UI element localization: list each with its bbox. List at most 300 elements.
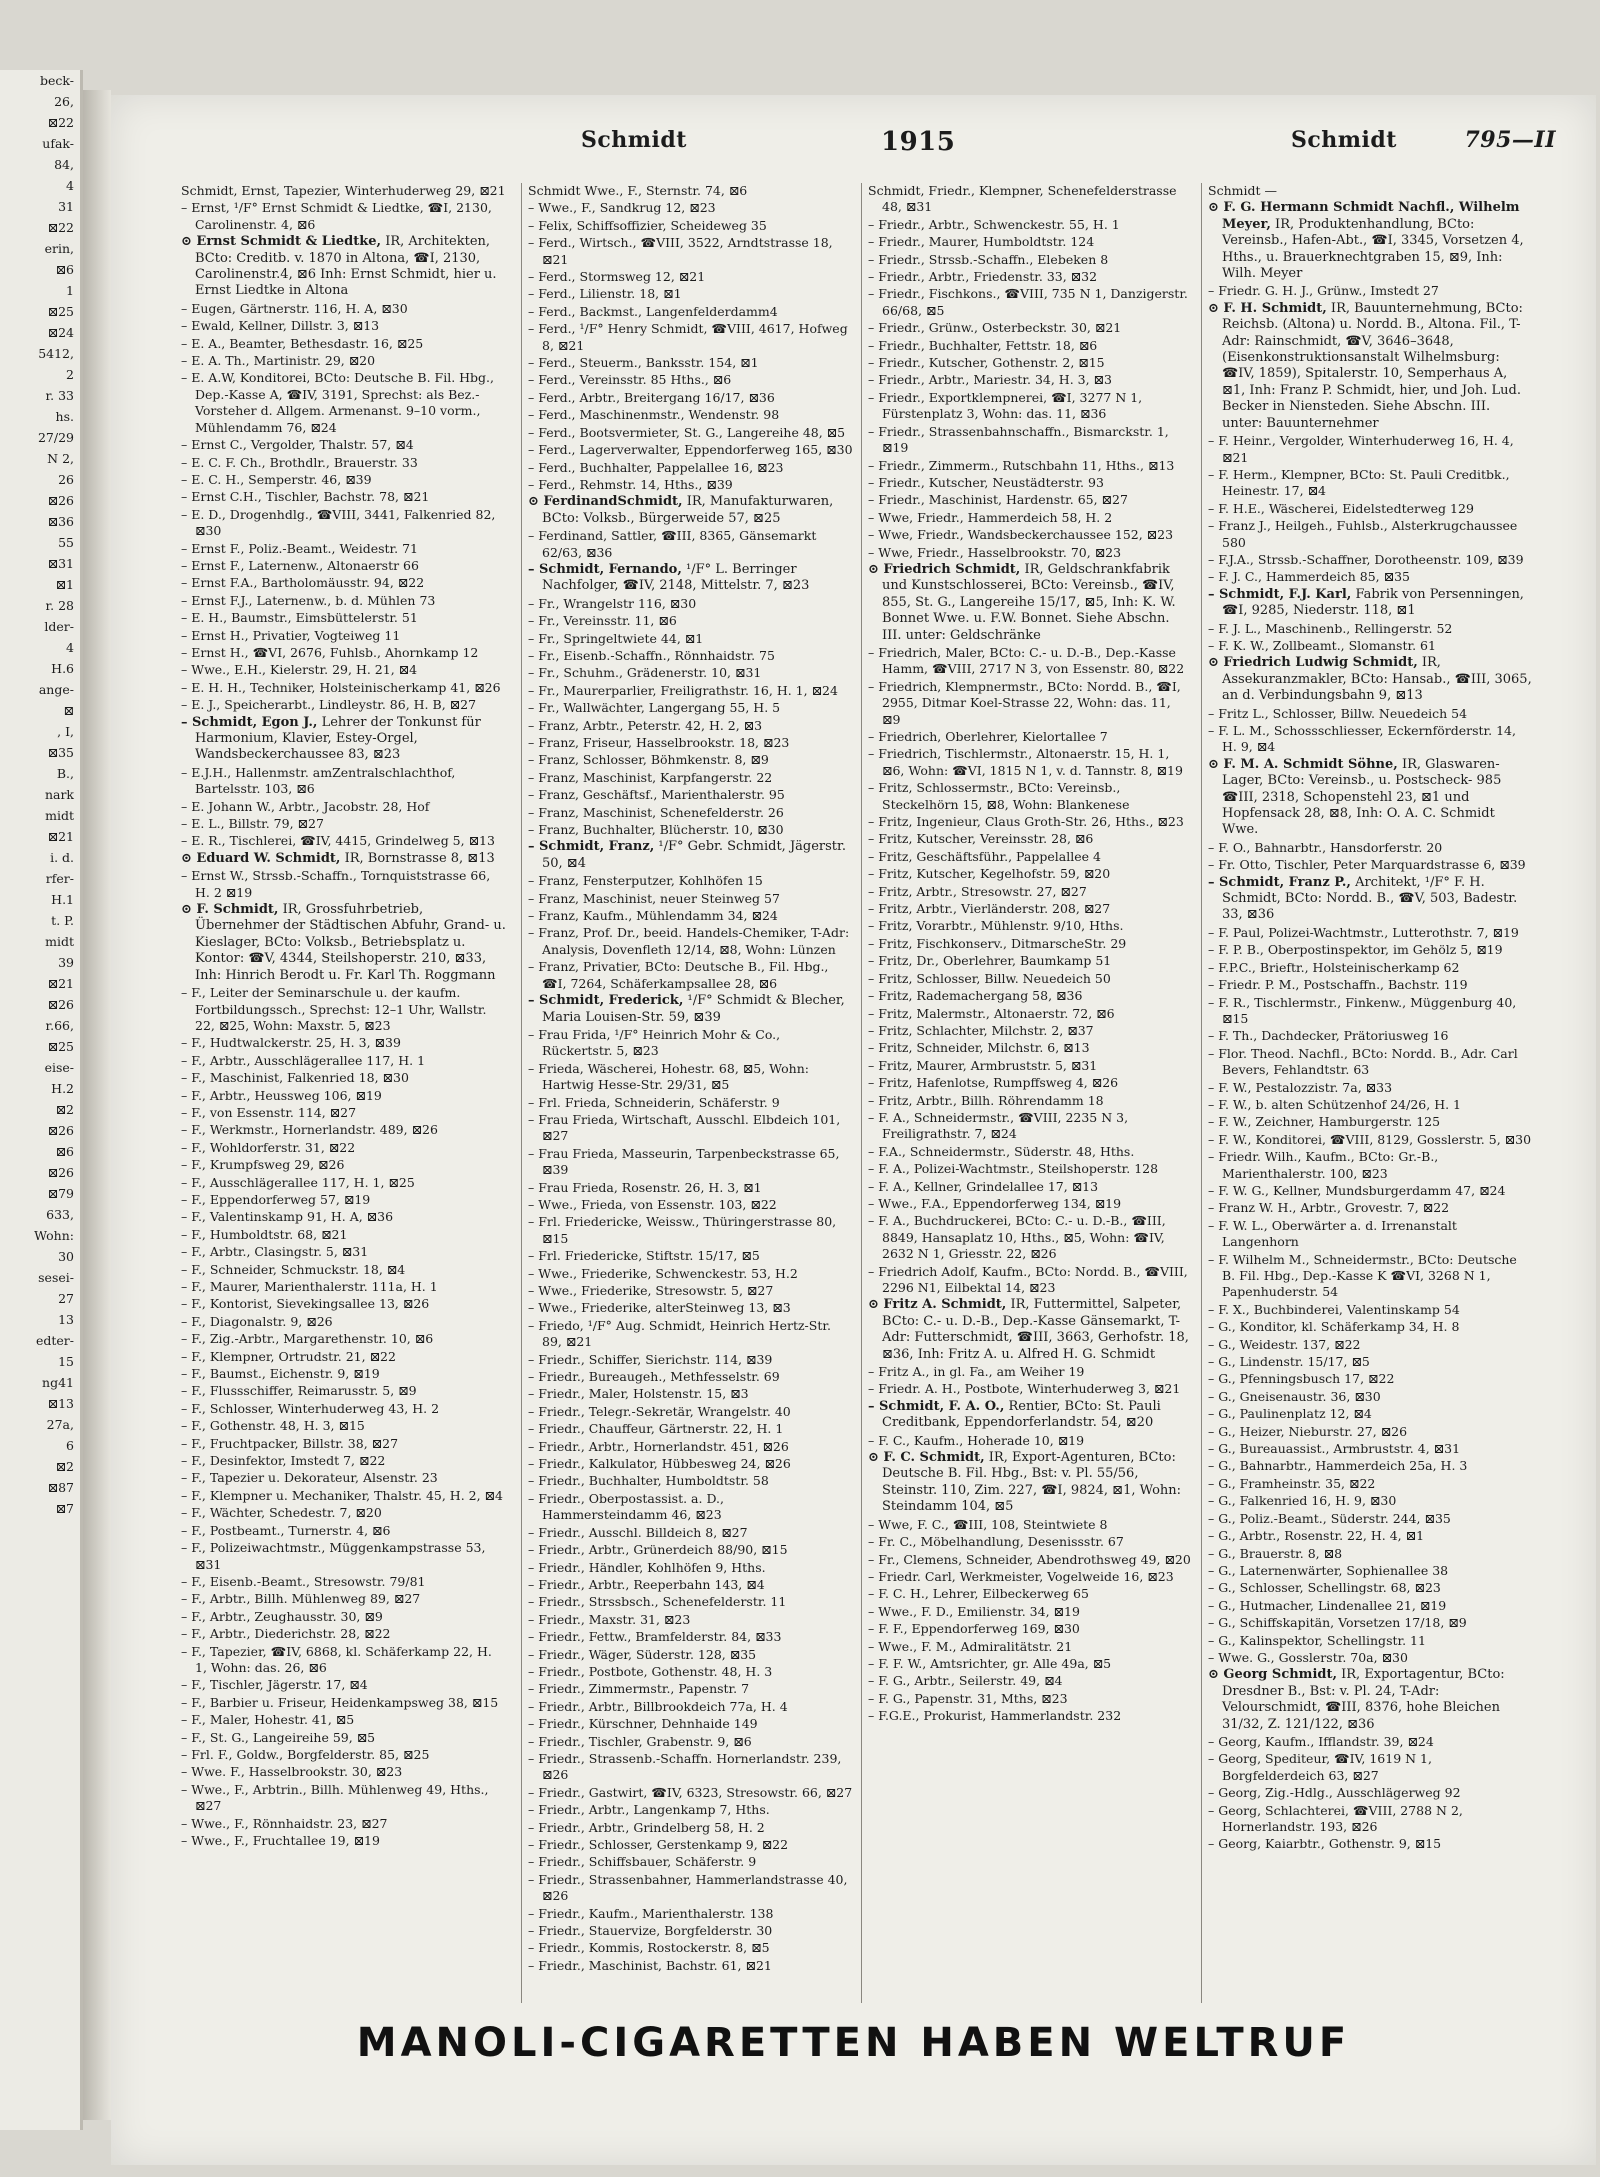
directory-entry bbox=[1208, 1097, 1533, 1113]
directory-entry bbox=[1208, 1528, 1533, 1544]
directory-entry bbox=[528, 1525, 853, 1541]
directory-entry bbox=[528, 908, 853, 924]
directory-entry bbox=[528, 805, 853, 821]
directory-entry bbox=[181, 1227, 506, 1243]
directory-entry bbox=[868, 475, 1193, 491]
entry-text: – F., Maschinist, Falkenried 18, ⊠30 bbox=[181, 1070, 409, 1086]
fragment-line: midt bbox=[45, 808, 74, 823]
entry-text: ¹/F° Schmidt & Blecher, Maria Louisen-Str. 59, ⊠39 bbox=[542, 993, 845, 1025]
directory-entry bbox=[868, 780, 1193, 813]
entry-text: – Fritz, Kutscher, Kegelhofstr. 59, ⊠20 bbox=[868, 866, 1111, 882]
directory-entry bbox=[528, 1248, 853, 1264]
entry-text: – Georg, Kaiarbtr., Gothenstr. 9, ⊠15 bbox=[1208, 1836, 1442, 1852]
directory-entry bbox=[868, 1552, 1193, 1568]
directory-entry bbox=[528, 665, 853, 681]
entry-text: – Friedo, ¹/F° Aug. Schmidt, Heinrich Hertz-Str. 89, ⊠21 bbox=[528, 1317, 831, 1350]
entry-text: – Ferd., Backmst., Langenfelderdamm4 bbox=[528, 303, 778, 319]
directory-entry bbox=[528, 1699, 853, 1715]
entry-text: – Friedr., Postbote, Gothenstr. 48, H. 3 bbox=[528, 1663, 773, 1679]
directory-entry bbox=[868, 831, 1193, 847]
directory-entry bbox=[868, 729, 1193, 745]
entry-text: – Friedr. P. M., Postschaffn., Bachstr. 119 bbox=[1208, 977, 1468, 993]
directory-entry bbox=[528, 1940, 853, 1956]
entry-text: – Fritz, Rademachergang 58, ⊠36 bbox=[868, 988, 1083, 1004]
entry-text: – F. K. W., Zollbeamt., Slomanstr. 61 bbox=[1208, 637, 1436, 653]
directory-entry bbox=[868, 1093, 1193, 1109]
directory-entry bbox=[868, 424, 1193, 457]
entry-text: – G., Bureauassist., Armbruststr. 4, ⊠31 bbox=[1208, 1441, 1461, 1457]
directory-entry bbox=[868, 1433, 1193, 1449]
entry-text: – Franz, Kaufm., Mühlendamm 34, ⊠24 bbox=[528, 908, 778, 924]
column-2 bbox=[521, 183, 853, 2003]
entry-text: – Ferdinand, Sattler, ☎III, 8365, Gänsemarkt 62/63, ⊠36 bbox=[528, 528, 817, 560]
entry-text: – Fritz, Geschäftsführ., Pappelallee 4 bbox=[868, 848, 1101, 864]
directory-entry bbox=[868, 372, 1193, 388]
directory-entry bbox=[868, 679, 1193, 728]
fragment-line: ⊠79 bbox=[47, 1186, 74, 1201]
directory-entry bbox=[528, 1716, 853, 1732]
entry-text: – F. Wilhelm M., Schneidermstr., BCto: Deutsche B. Fil. Hbg., Dep.-Kasse K ☎VI, 3268 N 1, Papenhuderstr. 54 bbox=[1208, 1251, 1517, 1300]
entry-text: – Friedr., Arbtr., Grünerdeich 88/90, ⊠15 bbox=[528, 1542, 788, 1558]
directory-entry bbox=[181, 1436, 506, 1452]
fragment-line: 27a, bbox=[46, 1417, 74, 1432]
directory-entry bbox=[528, 1112, 853, 1145]
directory-entry bbox=[1208, 1598, 1533, 1614]
entry-text: – G., Paulinenplatz 12, ⊠4 bbox=[1208, 1406, 1372, 1422]
directory-entry bbox=[528, 1647, 853, 1663]
entry-text: – Friedr., Strassenbahnschaffn., Bismarckstr. 1, ⊠19 bbox=[868, 423, 1169, 456]
directory-entry bbox=[181, 1418, 506, 1434]
entry-text: IR, Manufakturwaren, BCto: Volksb., Bürgerweide 57, ⊠25 bbox=[542, 494, 834, 526]
directory-entry bbox=[181, 1209, 506, 1225]
directory-entry bbox=[181, 183, 506, 199]
previous-page-edge bbox=[0, 70, 83, 2130]
directory-entry bbox=[868, 1517, 1193, 1533]
directory-entry bbox=[528, 1958, 853, 1974]
fragment-line: i. d. bbox=[50, 850, 74, 865]
entry-text: – Frl. Friedericke, Weissw., Thüringerstrasse 80, ⊠15 bbox=[528, 1214, 837, 1246]
entry-text: – F., Zig.-Arbtr., Margarethenstr. 10, ⊠6 bbox=[181, 1331, 434, 1347]
entry-text: – F., Arbtr., Billh. Mühlenweg 89, ⊠27 bbox=[181, 1591, 421, 1607]
entry-text: Schmidt — bbox=[1208, 183, 1277, 198]
entry-text: – G., Falkenried 16, H. 9, ⊠30 bbox=[1208, 1493, 1397, 1509]
entry-text: – E. Johann W., Arbtr., Jacobstr. 28, Hof bbox=[181, 798, 430, 814]
header-right-name: Schmidt bbox=[1291, 127, 1397, 153]
entry-text: – Friedr., Arbtr., Schwenckestr. 55, H. 1 bbox=[868, 216, 1120, 232]
entry-text: IR, Assekuranzmakler, BCto: Hansab., ☎III, 3065, an d. Verbindungsbahn 9, ⊠13 bbox=[1222, 655, 1532, 704]
directory-entry bbox=[528, 1837, 853, 1853]
directory-entry bbox=[868, 936, 1193, 952]
entry-text: – Friedr., Maler, Holstenstr. 15, ⊠3 bbox=[528, 1386, 749, 1402]
entry-text: – G., Konditor, kl. Schäferkamp 34, H. 8 bbox=[1208, 1319, 1460, 1335]
entry-text: ¹/F° L. Berringer Nachfolger, ☎IV, 2148, Mittelstr. 7, ⊠23 bbox=[542, 561, 810, 594]
directory-entry bbox=[181, 1816, 506, 1832]
directory-entry bbox=[868, 234, 1193, 250]
fragment-line: rfer- bbox=[45, 871, 74, 886]
directory-entry bbox=[1208, 1580, 1533, 1596]
entry-text: – Ernst C.H., Tischler, Bachstr. 78, ⊠21 bbox=[181, 489, 430, 505]
directory-entry bbox=[181, 507, 506, 540]
running-head bbox=[171, 127, 1556, 167]
entry-heading: ⊙ Friedrich Ludwig Schmidt, bbox=[1208, 655, 1418, 671]
directory-entry bbox=[868, 1673, 1193, 1689]
entry-text: – Ferd., Steuerm., Banksstr. 154, ⊠1 bbox=[528, 355, 759, 371]
directory-entry bbox=[1208, 1028, 1533, 1044]
entry-text: – Flor. Theod. Nachfl., BCto: Nordd. B., Adr. Carl Bevers, Fehlandtstr. 63 bbox=[1208, 1045, 1518, 1078]
directory-entry bbox=[181, 558, 506, 574]
entry-text: – Friedr., Arbtr., Langenkamp 7, Hths. bbox=[528, 1802, 770, 1818]
entry-text: – F.A., Schneidermstr., Süderstr. 48, Hths. bbox=[868, 1143, 1135, 1159]
directory-entry bbox=[181, 1523, 506, 1539]
entry-text: – F. F. W., Amtsrichter, gr. Alle 49a, ⊠5 bbox=[868, 1655, 1112, 1671]
entry-text: – E. D., Drogenhdlg., ☎VIII, 3441, Falkenried 82, ⊠30 bbox=[181, 506, 496, 539]
directory-entry bbox=[181, 1730, 506, 1746]
directory-entry bbox=[528, 839, 853, 872]
directory-entry bbox=[868, 390, 1193, 423]
directory-entry bbox=[528, 1095, 853, 1111]
entry-text: – Wwe, Friedr., Wandsbeckerchaussee 152, ⊠23 bbox=[868, 527, 1174, 543]
entry-text: – Fritz, Arbtr., Stresowstr. 27, ⊠27 bbox=[868, 883, 1087, 899]
entry-text: – Fritz, Ingenieur, Claus Groth-Str. 26, Hths., ⊠23 bbox=[868, 814, 1184, 830]
directory-entry bbox=[181, 1609, 506, 1625]
fragment-line: ⊠24 bbox=[47, 325, 74, 340]
entry-text: – Friedr., Arbtr., Grindelberg 58, H. 2 bbox=[528, 1819, 765, 1835]
entry-text: – G., Lindenstr. 15/17, ⊠5 bbox=[1208, 1354, 1370, 1370]
entry-text: Architekt, ¹/F° F. H. Schmidt, BCto: Nordd. B., ☎V, 503, Badestr. 33, ⊠36 bbox=[1222, 874, 1518, 923]
directory-entry bbox=[181, 1349, 506, 1365]
directory-entry bbox=[1208, 183, 1533, 199]
fragment-line: midt bbox=[45, 934, 74, 949]
directory-entry bbox=[868, 918, 1193, 934]
entry-text: – Friedr., Arbtr., Mariestr. 34, H. 3, ⊠3 bbox=[868, 372, 1112, 388]
directory-entry bbox=[868, 1196, 1193, 1212]
directory-entry bbox=[181, 437, 506, 453]
directory-entry bbox=[181, 200, 506, 233]
entry-text: – Fr., Wrangelstr 116, ⊠30 bbox=[528, 595, 697, 611]
entry-text: – G., Weidestr. 137, ⊠22 bbox=[1208, 1336, 1361, 1352]
entry-text: – F., Gothenstr. 48, H. 3, ⊠15 bbox=[181, 1418, 365, 1434]
entry-text: – Wwe., F., Rönnhaidstr. 23, ⊠27 bbox=[181, 1815, 388, 1831]
entry-text: – F. W., Pestalozzistr. 7a, ⊠33 bbox=[1208, 1079, 1393, 1095]
entry-text: – Friedrich, Oberlehrer, Kielortallee 7 bbox=[868, 729, 1108, 744]
directory-entry bbox=[528, 1785, 853, 1801]
entry-text: – Franz, Maschinist, neuer Steinweg 57 bbox=[528, 890, 780, 906]
entry-text: – F. R., Tischlermstr., Finkenw., Müggenburg 40, ⊠15 bbox=[1208, 994, 1517, 1026]
directory-entry bbox=[528, 1421, 853, 1437]
entry-text: – F. G., Arbtr., Seilerstr. 49, ⊠4 bbox=[868, 1673, 1063, 1689]
entry-text: – F. F., Eppendorferweg 169, ⊠30 bbox=[868, 1621, 1080, 1637]
entry-text: IR, Produktenhandlung, BCto: Vereinsb., Hafen-Abt., ☎I, 3345, Vorsetzen 4, Hths., u. Brauerknechtgraben 15, ⊠9, Inh: Wilh. Meyer bbox=[1222, 216, 1524, 282]
directory-entry bbox=[1208, 977, 1533, 993]
entry-text: – E. L., Billstr. 79, ⊠27 bbox=[181, 816, 324, 832]
directory-entry bbox=[1208, 655, 1533, 704]
entry-text: – Ferd., Vereinsstr. 85 Hths., ⊠6 bbox=[528, 372, 732, 388]
directory-entry bbox=[1208, 1200, 1533, 1216]
directory-entry bbox=[1208, 552, 1533, 568]
entry-text: – F. A., Buchdruckerei, BCto: C.- u. D.-B., ☎III, 8849, Hansaplatz 10, Hths., ⊠5, Wohn: ☎IV, 2632 N 1, Griesstr. 22, ⊠26 bbox=[868, 1213, 1166, 1262]
directory-entry bbox=[181, 1088, 506, 1104]
directory-entry bbox=[181, 1782, 506, 1815]
directory-entry bbox=[528, 372, 853, 388]
fragment-line: B., bbox=[56, 766, 74, 781]
directory-entry bbox=[181, 318, 506, 334]
directory-entry bbox=[181, 353, 506, 369]
entry-text: – Franz, Privatier, BCto: Deutsche B., Fil. Hbg., ☎I, 7264, Schäferkampsallee 28, ⊠6 bbox=[528, 959, 829, 991]
directory-entry bbox=[528, 286, 853, 302]
directory-entry bbox=[181, 1175, 506, 1191]
entry-text: – F., Werkmstr., Hornerlandstr. 489, ⊠26 bbox=[181, 1122, 438, 1138]
directory-entry bbox=[528, 528, 853, 561]
directory-entry bbox=[868, 866, 1193, 882]
entry-heading: ⊙ FerdinandSchmidt, bbox=[528, 494, 683, 510]
directory-entry bbox=[181, 1695, 506, 1711]
entry-text: – Friedr., Bureaugeh., Methfesselstr. 69 bbox=[528, 1369, 780, 1385]
entry-text: – Frau Frieda, Masseurin, Tarpenbeckstrasse 65, ⊠39 bbox=[528, 1145, 840, 1178]
entry-heading: – Schmidt, Fernando, bbox=[528, 561, 682, 577]
entry-text: – Wwe., E.H., Kielerstr. 29, H. 21, ⊠4 bbox=[181, 662, 418, 678]
fragment-line: ⊠25 bbox=[47, 1039, 74, 1054]
entry-text: – Fritz A., in gl. Fa., am Weiher 19 bbox=[868, 1364, 1085, 1380]
entry-text: IR, Bauunternehmung, BCto: Reichsb. (Altona) u. Nordd. B., Altona. Fil., T-Adr: Rainschmidt, ☎V, 3646–3648, (Eisenkonstruktionsanstalt Wilhelmsburg: ☎IV, 1859), Spitalerstr. 10, Semperhaus A, ⊠1, Inh: Franz P. Schmidt, hier, und Joh. Lud. Becker in Niensteden. Siehe Abschn. III. unter: Bauunternehmer bbox=[1222, 300, 1523, 431]
directory-entry bbox=[1208, 1252, 1533, 1301]
directory-entry bbox=[181, 628, 506, 644]
directory-entry bbox=[868, 884, 1193, 900]
entry-text: – Friedr., Strssbsch., Schenefelderstr. 11 bbox=[528, 1594, 787, 1610]
entry-text: – F., Wohldorferstr. 31, ⊠22 bbox=[181, 1139, 356, 1155]
directory-entry bbox=[868, 1604, 1193, 1620]
entry-heading: – Schmidt, F.J. Karl, bbox=[1208, 586, 1352, 602]
directory-entry bbox=[181, 1677, 506, 1693]
fragment-line: ⊠36 bbox=[47, 514, 74, 529]
fragment-line: 31 bbox=[58, 199, 74, 214]
entry-text: – Georg, Spediteur, ☎IV, 1619 N 1, Borgfelderdeich 63, ⊠27 bbox=[1208, 1751, 1432, 1783]
entry-text: – F., Kontorist, Sievekingsallee 13, ⊠26 bbox=[181, 1296, 430, 1312]
entry-text: – Wwe. G., Gosslerstr. 70a, ⊠30 bbox=[1208, 1649, 1408, 1665]
fragment-line: 6 bbox=[66, 1438, 74, 1453]
entry-text: – F. X., Buchbinderei, Valentinskamp 54 bbox=[1208, 1301, 1460, 1317]
directory-entry bbox=[1208, 283, 1533, 299]
fragment-line: ⊠35 bbox=[47, 745, 74, 760]
directory-entry bbox=[528, 1734, 853, 1750]
fragment-line: Wohn: bbox=[34, 1228, 74, 1243]
directory-entry bbox=[181, 1279, 506, 1295]
entry-text: – Friedr., Kutscher, Neustädterstr. 93 bbox=[868, 474, 1104, 490]
entry-text: – Friedr., Strassenbahner, Hammerlandstrasse 40, ⊠26 bbox=[528, 1871, 848, 1904]
entry-text: – Friedr., Kommis, Rostockerstr. 8, ⊠5 bbox=[528, 1940, 770, 1956]
entry-text: – Friedrich Adolf, Kaufm., BCto: Nordd. B., ☎VIII, 2296 N1, Eilbektal 14, ⊠23 bbox=[868, 1263, 1188, 1295]
directory-entry bbox=[868, 849, 1193, 865]
directory-entry bbox=[528, 1629, 853, 1645]
entry-text: – Wwe., F., Sandkrug 12, ⊠23 bbox=[528, 200, 716, 216]
directory-entry bbox=[181, 1331, 506, 1347]
entry-text: – Fritz, Vorarbtr., Mühlenstr. 9/10, Hths. bbox=[868, 918, 1124, 934]
directory-entry bbox=[528, 1923, 853, 1939]
directory-entry bbox=[528, 1681, 853, 1697]
directory-entry bbox=[868, 1075, 1193, 1091]
directory-entry bbox=[868, 1161, 1193, 1177]
entry-heading: ⊙ Georg Schmidt, bbox=[1208, 1667, 1337, 1683]
fragment-line: 27/29 bbox=[37, 430, 74, 445]
directory-entry bbox=[181, 833, 506, 849]
fragment-line: ⊠31 bbox=[47, 556, 74, 571]
directory-entry bbox=[528, 218, 853, 234]
entry-text: – Fr., Wallwächter, Langergang 55, H. 5 bbox=[528, 700, 781, 716]
entry-text: – F. A., Schneidermstr., ☎VIII, 2235 N 3, Freiligrathstr. 7, ⊠24 bbox=[868, 1109, 1129, 1142]
directory-entry bbox=[181, 575, 506, 591]
directory-entry bbox=[528, 1180, 853, 1196]
directory-entry bbox=[1208, 587, 1533, 620]
fragment-line: 27 bbox=[58, 1291, 74, 1306]
fragment-line: N 2, bbox=[47, 451, 74, 466]
entry-text: – F., Diagonalstr. 9, ⊠26 bbox=[181, 1313, 333, 1329]
entry-text: – F., Valentinskamp 91, H. A, ⊠36 bbox=[181, 1209, 394, 1225]
fragment-line: 5412, bbox=[38, 346, 74, 361]
entry-text: – Franz, Maschinist, Karpfangerstr. 22 bbox=[528, 769, 773, 785]
entry-text: – Frieda, Wäscherei, Hohestr. 68, ⊠5, Wohn: Hartwig Hesse-Str. 29/31, ⊠5 bbox=[528, 1060, 809, 1093]
directory-entry bbox=[868, 1040, 1193, 1056]
directory-entry bbox=[528, 1369, 853, 1385]
entry-text: – F. J. L., Maschinenb., Rellingerstr. 52 bbox=[1208, 620, 1453, 636]
fragment-line: ⊠ bbox=[63, 703, 74, 718]
entry-text: – Ernst W., Strssb.-Schaffn., Tornquiststrasse 66, H. 2 ⊠19 bbox=[181, 868, 491, 900]
entry-heading: – Schmidt, Franz P., bbox=[1208, 874, 1351, 890]
entry-text: – Ernst F., Laternenw., Altonaerstr 66 bbox=[181, 557, 419, 573]
entry-text: – G., Laternenwärter, Sophienallee 38 bbox=[1208, 1562, 1449, 1578]
entry-text: – Ernst F.A., Bartholomäusstr. 94, ⊠22 bbox=[181, 575, 425, 591]
entry-text: – E. A. Th., Martinistr. 29, ⊠20 bbox=[181, 353, 376, 369]
entry-text: – F. O., Bahnarbtr., Hansdorferstr. 20 bbox=[1208, 839, 1443, 855]
directory-entry bbox=[1208, 1354, 1533, 1370]
directory-entry bbox=[1208, 1183, 1533, 1199]
entry-text: – Fr., Clemens, Schneider, Abendrothsweg 49, ⊠20 bbox=[868, 1551, 1191, 1567]
directory-entry bbox=[1208, 875, 1533, 924]
directory-entry bbox=[1208, 200, 1533, 282]
entry-text: – F., Schlosser, Winterhuderweg 43, H. 2 bbox=[181, 1400, 440, 1416]
directory-entry bbox=[1208, 1493, 1533, 1509]
directory-entry bbox=[181, 851, 506, 867]
entry-text: – F., Wächter, Schedestr. 7, ⊠20 bbox=[181, 1505, 382, 1521]
entry-text: – Ferd., ¹/F° Henry Schmidt, ☎VIII, 4617, Hofweg 8, ⊠21 bbox=[528, 321, 848, 353]
entry-text: – F., Postbeamt., Turnerstr. 4, ⊠6 bbox=[181, 1522, 391, 1538]
entry-text: – F. Herm., Klempner, BCto: St. Pauli Creditbk., Heinestr. 17, ⊠4 bbox=[1208, 466, 1510, 499]
directory-entry bbox=[868, 1297, 1193, 1363]
directory-entry bbox=[528, 873, 853, 889]
directory-entry bbox=[528, 770, 853, 786]
directory-entry bbox=[1208, 1667, 1533, 1733]
entry-text: IR, Exportagentur, BCto: Dresdner B., Bst: v. Pl. 24, T-Adr: Velourschmidt, ☎III, 8376, hohe Bleichen 31/32, Z. 121/122, ⊠36 bbox=[1222, 1667, 1505, 1732]
entry-text: – F., Krumpfsweg 29, ⊠26 bbox=[181, 1157, 345, 1173]
entry-text: – Ernst C., Vergolder, Thalstr. 57, ⊠4 bbox=[181, 437, 414, 453]
directory-entry bbox=[868, 1179, 1193, 1195]
entry-text: – Fritz, Hafenlotse, Rumpffsweg 4, ⊠26 bbox=[868, 1075, 1119, 1091]
book-gutter bbox=[83, 90, 111, 2120]
directory-entry bbox=[868, 1621, 1193, 1637]
directory-entry bbox=[1208, 1371, 1533, 1387]
directory-entry bbox=[528, 183, 853, 199]
entry-text: – Friedr., Strssb.-Schaffn., Elebeken 8 bbox=[868, 251, 1109, 267]
entry-text: – Fr. Otto, Tischler, Peter Marquardstrasse 6, ⊠39 bbox=[1208, 857, 1526, 873]
entry-text: – E. A., Beamter, Bethesdastr. 16, ⊠25 bbox=[181, 335, 424, 351]
directory-entry bbox=[1208, 1458, 1533, 1474]
directory-entry bbox=[528, 1404, 853, 1420]
directory-entry bbox=[181, 593, 506, 609]
entry-text: – E. C. F. Ch., Brothdlr., Brauerstr. 33 bbox=[181, 454, 418, 470]
directory-entry bbox=[868, 814, 1193, 830]
directory-entry bbox=[1208, 1046, 1533, 1079]
entry-text: ¹/F° Gebr. Schmidt, Jägerstr. 50, ⊠4 bbox=[542, 839, 846, 871]
entry-text: – Friedr., Arbtr., Friedenstr. 33, ⊠32 bbox=[868, 269, 1098, 285]
entry-text: – Ferd., Wirtsch., ☎VIII, 3522, Arndtstrasse 18, ⊠21 bbox=[528, 235, 833, 267]
entry-text: IR, Geldschrankfabrik und Kunstschlosserei, BCto: Vereinsb., ☎IV, 855, St. G., Langereihe 15/17, ⊠5, Inh: K. W. Bonnet Wwe. u. F.W. Bonnet. Siehe Abschn. III. unter: Geldschränke bbox=[882, 561, 1176, 643]
entry-text: – Friedr., Tischler, Grabenstr. 9, ⊠6 bbox=[528, 1733, 752, 1749]
entry-text: – F.G.E., Prokurist, Hammerlandstr. 232 bbox=[868, 1708, 1122, 1724]
fragment-line: ⊠25 bbox=[47, 304, 74, 319]
directory-entry bbox=[1208, 757, 1533, 839]
entry-heading: ⊙ F. M. A. Schmidt Söhne, bbox=[1208, 756, 1398, 772]
entry-text: – Friedr., Kutscher, Gothenstr. 2, ⊠15 bbox=[868, 355, 1105, 371]
fragment-line: 55 bbox=[58, 535, 74, 550]
fragment-line: 1 bbox=[66, 283, 74, 298]
entry-text: – Wwe., Friederike, Stresowstr. 5, ⊠27 bbox=[528, 1283, 774, 1298]
directory-entry bbox=[181, 1747, 506, 1763]
entry-text: – Frl. F., Goldw., Borgfelderstr. 85, ⊠25 bbox=[181, 1746, 430, 1762]
fragment-line: ⊠7 bbox=[55, 1501, 74, 1516]
entry-text: – Friedr., Buchhalter, Fettstr. 18, ⊠6 bbox=[868, 337, 1098, 353]
directory-entry bbox=[181, 472, 506, 488]
entry-text: – F. W., Zeichner, Hamburgerstr. 125 bbox=[1208, 1114, 1441, 1130]
entry-text: – G., Schlosser, Schellingstr. 68, ⊠23 bbox=[1208, 1580, 1441, 1596]
entry-text: – G., Arbtr., Rosenstr. 22, H. 4, ⊠1 bbox=[1208, 1528, 1425, 1544]
entry-text: IR, Bornstrasse 8, ⊠13 bbox=[340, 850, 495, 866]
entry-text: – F., Leiter der Seminarschule u. der kaufm. Fortbildungssch., Sprechst: 12–1 Uhr, Wallstr. 22, ⊠25, Wohn: Maxstr. 5, ⊠23 bbox=[181, 985, 487, 1033]
entry-text: – F. W. G., Kellner, Mundsburgerdamm 47, ⊠24 bbox=[1208, 1182, 1506, 1198]
entry-text: IR, Grossfuhrbetrieb, Übernehmer der Städtischen Abfuhr, Grand- u. Kieslager, BCto: Volksb., Betriebsplatz u. Kontor: ☎V, 4344, Steilshoperstr. 210, ⊠33, Inh: Hinrich Berodt u. Fr. Karl Th. Roggmann bbox=[195, 902, 506, 983]
entry-text: – Fritz, Fischkonserv., DitmarscheStr. 29 bbox=[868, 935, 1127, 951]
entry-text: – Wwe, F. C., ☎III, 108, Steintwiete 8 bbox=[868, 1516, 1108, 1532]
fragment-line: eise- bbox=[44, 1060, 74, 1075]
entry-text: – Frl. Friedericke, Stiftstr. 15/17, ⊠5 bbox=[528, 1248, 760, 1264]
entry-text: – Franz, Friseur, Hasselbrookstr. 18, ⊠23 bbox=[528, 735, 790, 750]
directory-entry bbox=[1208, 1406, 1533, 1422]
entry-text: – F., Maler, Hohestr. 41, ⊠5 bbox=[181, 1712, 355, 1728]
directory-entry bbox=[1208, 995, 1533, 1028]
directory-entry bbox=[528, 1473, 853, 1489]
entry-text: – Ferd., Rehmstr. 14, Hths., ⊠39 bbox=[528, 476, 733, 492]
directory-entry bbox=[528, 460, 853, 476]
entry-text: – Ernst F.J., Laternenw., b. d. Mühlen 73 bbox=[181, 592, 436, 608]
directory-entry bbox=[181, 610, 506, 626]
directory-entry bbox=[181, 1070, 506, 1086]
fragment-line: 84, bbox=[54, 157, 74, 172]
directory-entry bbox=[868, 1144, 1193, 1160]
directory-entry bbox=[181, 1833, 506, 1849]
entry-heading: ⊙ F. Schmidt, bbox=[181, 902, 279, 918]
entry-text: – Wwe. F., Hasselbrookstr. 30, ⊠23 bbox=[181, 1764, 403, 1780]
directory-entry bbox=[528, 1283, 853, 1299]
directory-entry bbox=[868, 1213, 1193, 1262]
directory-entry bbox=[868, 1058, 1193, 1074]
directory-entry bbox=[528, 1820, 853, 1836]
entry-text: Schmidt, Friedr., Klempner, Schenefelderstrasse 48, ⊠31 bbox=[868, 183, 1177, 215]
entry-text: – Wwe., F. M., Admiralitätstr. 21 bbox=[868, 1638, 1073, 1654]
entry-text: – F., Arbtr., Ausschlägerallee 117, H. 1 bbox=[181, 1052, 426, 1068]
fragment-line: H.1 bbox=[51, 892, 74, 907]
fragment-line: 30 bbox=[58, 1249, 74, 1264]
entry-text: – G., Poliz.-Beamt., Süderstr. 244, ⊠35 bbox=[1208, 1510, 1451, 1526]
entry-text: – F. A., Polizei-Wachtmstr., Steilshoperstr. 128 bbox=[868, 1161, 1159, 1177]
entry-text: – Friedr., Telegr.-Sekretär, Wrangelstr. 40 bbox=[528, 1403, 791, 1419]
directory-entry bbox=[528, 613, 853, 629]
